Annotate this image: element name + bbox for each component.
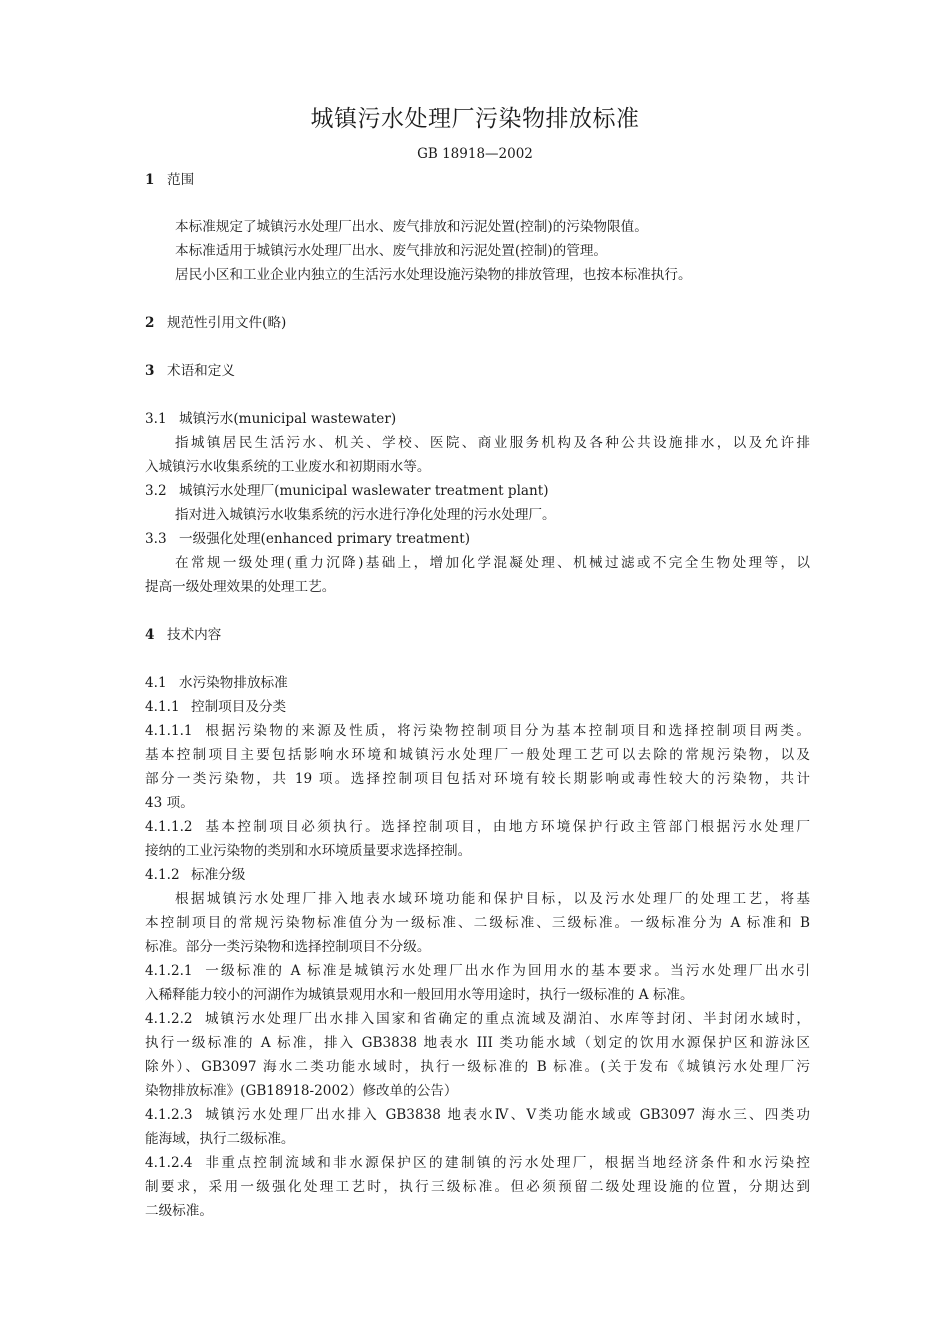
clause-4-1-2-3-line — [145, 1105, 810, 1125]
section-title: 范围 — [167, 172, 195, 188]
paragraph-text: 非重点控制流域和非水源保护区的建制镇的污水处理厂，根据当地经济条件和水污染控 — [203, 1155, 810, 1171]
paragraph-line: 入城镇污水收集系统的工业废水和初期雨水等。 — [145, 459, 431, 475]
subsection-4-1-1-heading — [145, 697, 810, 717]
section-1-heading — [145, 170, 810, 190]
section-title: 术语和定义 — [167, 363, 235, 379]
clause-4-1-2-2-line — [145, 1009, 810, 1029]
clause-title: 一级强化处理(enhanced primary treatment) — [179, 531, 471, 547]
section-3-heading — [145, 361, 810, 381]
section-number: 2 — [145, 315, 155, 331]
clause-4-1-2-4-line — [145, 1153, 810, 1173]
paragraph-line: 标准。部分一类污染物和选择控制项目不分级。 — [145, 939, 431, 955]
paragraph-line: 指对进入城镇污水收集系统的污水进行净化处理的污水处理厂。 — [175, 507, 556, 523]
paragraph-line: 本标准规定了城镇污水处理厂出水、废气排放和污泥处置(控制)的污染物限值。 — [175, 219, 648, 235]
paragraph-line: 入稀释能力较小的河湖作为城镇景观用水和一般回用水等用途时，执行一级标准的 A 标准。 — [145, 987, 694, 1003]
clause-4-1-1-2-line — [145, 817, 810, 837]
clause-number: 4.1.2.3 — [145, 1107, 193, 1123]
paragraph-line: 执行一级标准的 A 标准，排入 GB3838 地表水 III 类功能水域（划定的饮用水源保护区和游泳区 — [145, 1035, 810, 1051]
clause-title: 控制项目及分类 — [191, 699, 287, 715]
clause-number: 4.1 — [145, 675, 167, 691]
paragraph-line: 接纳的工业污染物的类别和水环境质量要求选择控制。 — [145, 843, 472, 859]
paragraph-line: 基本控制项目主要包括影响水环境和城镇污水处理厂一般处理工艺可以去除的常规污染物，以及 — [145, 747, 810, 763]
subsection-3-2-heading — [145, 481, 810, 501]
standard-code: GB 18918—2002 — [417, 146, 533, 162]
section-number: 3 — [145, 363, 155, 379]
clause-number: 3.2 — [145, 483, 167, 499]
clause-title: 标准分级 — [191, 867, 246, 883]
paragraph-line: 除外）、GB3097 海水二类功能水域时，执行一级标准的 B 标准。(关于发布《城镇污水处理厂污 — [145, 1059, 810, 1075]
paragraph-line: 制要求，采用一级强化处理工艺时，执行三级标准。但必须预留二级处理设施的位置，分期达到 — [145, 1179, 810, 1195]
clause-number: 4.1.1.1 — [145, 723, 193, 739]
section-number: 4 — [145, 627, 155, 643]
paragraph-line: 部分一类污染物，共 19 项。选择控制项目包括对环境有较长期影响或毒性较大的污染物，共计 — [145, 771, 810, 787]
subsection-3-3-heading — [145, 529, 810, 549]
paragraph-text: 城镇污水处理厂出水排入 GB3838 地表水Ⅳ、Ⅴ类功能水域或 GB3097 海水三、四类功 — [203, 1107, 810, 1123]
clause-number: 4.1.2.2 — [145, 1011, 193, 1027]
paragraph-line: 根据城镇污水处理厂排入地表水域环境功能和保护目标，以及污水处理厂的处理工艺，将基 — [175, 891, 810, 907]
paragraph-text: 基本控制项目必须执行。选择控制项目，由地方环境保护行政主管部门根据污水处理厂 — [203, 819, 810, 835]
section-title: 规范性引用文件(略) — [167, 315, 287, 331]
clause-number: 3.1 — [145, 411, 167, 427]
paragraph-line: 染物排放标准》(GB18918-2002）修改单的公告） — [145, 1083, 458, 1099]
clause-number: 3.3 — [145, 531, 167, 547]
clause-4-1-1-1-line — [145, 721, 810, 741]
paragraph-line: 二级标准。 — [145, 1203, 213, 1219]
paragraph-text: 根据污染物的来源及性质，将污染物控制项目分为基本控制项目和选择控制项目两类。 — [203, 723, 810, 739]
paragraph-line: 本标准适用于城镇污水处理厂出水、废气排放和污泥处置(控制)的管理。 — [175, 243, 608, 259]
subsection-4-1-2-heading — [145, 865, 810, 885]
paragraph-line: 能海域，执行二级标准。 — [145, 1131, 295, 1147]
clause-title: 城镇污水(municipal wastewater) — [179, 411, 397, 427]
document-title: 城镇污水处理厂污染物排放标准 — [310, 106, 640, 132]
paragraph-line: 提高一级处理效果的处理工艺。 — [145, 579, 336, 595]
clause-number: 4.1.2.4 — [145, 1155, 193, 1171]
clause-number: 4.1.1 — [145, 699, 180, 715]
subsection-4-1-heading — [145, 673, 810, 693]
paragraph-text: 城镇污水处理厂出水排入国家和省确定的重点流域及湖泊、水库等封闭、半封闭水域时， — [203, 1011, 810, 1027]
section-number: 1 — [145, 172, 155, 188]
paragraph-line: 本控制项目的常规污染物标准值分为一级标准、二级标准、三级标准。一级标准分为 A 标准和 B — [145, 915, 810, 931]
clause-title: 水污染物排放标准 — [179, 675, 288, 691]
clause-4-1-2-1-line — [145, 961, 810, 981]
clause-number: 4.1.2 — [145, 867, 180, 883]
section-4-heading — [145, 625, 810, 645]
section-2-heading — [145, 313, 810, 333]
paragraph-line: 居民小区和工业企业内独立的生活污水处理设施污染物的排放管理，也按本标准执行。 — [175, 267, 692, 283]
clause-number: 4.1.2.1 — [145, 963, 193, 979]
paragraph-line: 在常规一级处理(重力沉降)基础上，增加化学混凝处理、机械过滤或不完全生物处理等，以 — [175, 555, 810, 571]
paragraph-line: 43 项。 — [145, 795, 194, 811]
paragraph-text: 一级标准的 A 标准是城镇污水处理厂出水作为回用水的基本要求。当污水处理厂出水引 — [203, 963, 810, 979]
section-title: 技术内容 — [167, 627, 222, 643]
clause-number: 4.1.1.2 — [145, 819, 193, 835]
clause-title: 城镇污水处理厂(municipal waslewater treatment plant) — [179, 483, 549, 499]
paragraph-line: 指城镇居民生活污水、机关、学校、医院、商业服务机构及各种公共设施排水，以及允许排 — [175, 435, 810, 451]
subsection-3-1-heading — [145, 409, 810, 429]
